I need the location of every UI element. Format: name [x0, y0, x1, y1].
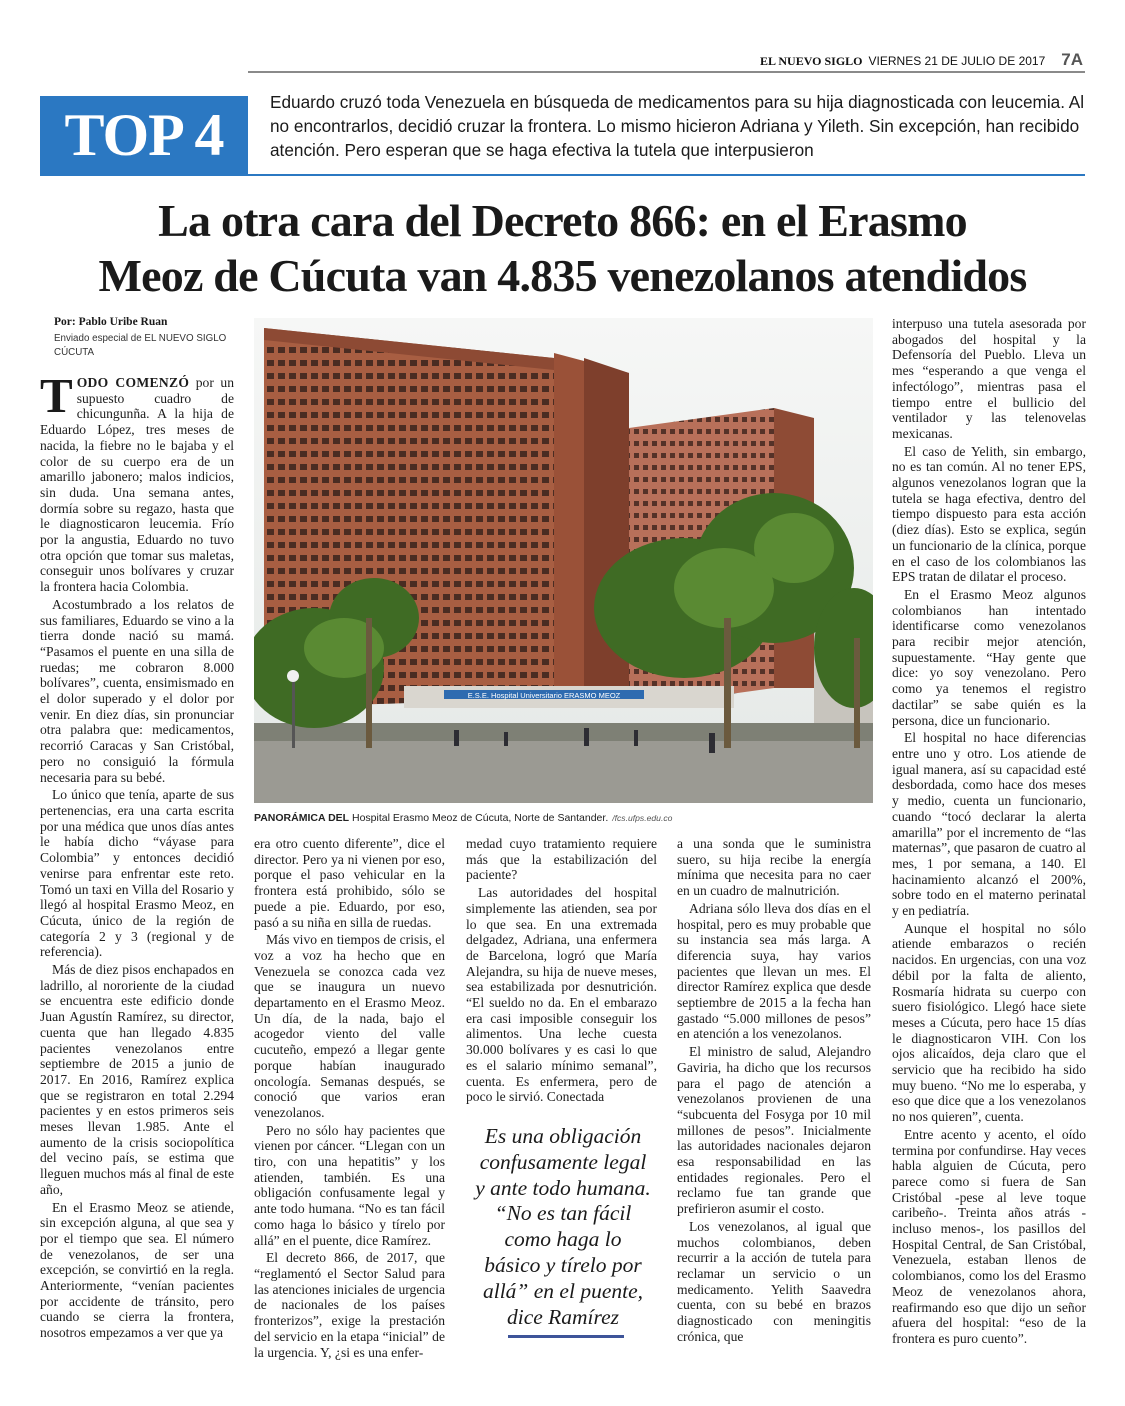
byline-role: Enviado especial de EL NUEVO SIGLO	[54, 333, 227, 344]
body-column-5	[892, 316, 1086, 1349]
caption-lead: PANORÁMICA DEL	[254, 812, 350, 824]
body-paragraph: Más vivo en tiempos de crisis, el voz a voz ha hecho que en Venezuela se conozca cada vez que se inaugura un nuevo departamento en el Erasmo Meoz. Un día, de la nada, bajo el acogedor viento del valle cucuteño, empezó a llegar gente porque habían inaugurado oncología. Semanas después, se conoció que varios eran venezolanos.	[254, 932, 445, 1120]
body-paragraph: Adriana sólo lleva dos días en el hospital, pero es muy probable que su instancia sea más larga. A diferencia suya, hay varios pacientes que llevan un mes. El director Ramírez explica que desde septiembre de 2015 a la fecha han gastado “5.000 millones de pesos” en atención a los venezolanos.	[677, 900, 871, 1042]
section-rule	[40, 174, 1085, 176]
hospital-photo	[254, 318, 873, 803]
body-paragraph: medad cuyo tratamiento requiere más que la estabilización del paciente?	[466, 836, 657, 883]
section-badge	[40, 96, 248, 174]
body-paragraph: En el Erasmo Meoz se atiende, sin excepción alguna, al que sea y por el tiempo que sea. El número de venezolanos, de ser una excepción, se convirtió en la regla. Anteriormente, “venían pacientes por accidente de tránsito, pero cuando se cierra la frontera, nosotros empezamos a ver que ya	[40, 1199, 234, 1341]
body-paragraph: Pero no sólo hay pacientes que vienen por cáncer. “Llegan con un tiro, con una hepatitis” y los atienden, también. Es una obligación confusamente legal y ante todo humana. “No es tan fácil como haga lo básico y tírelo por allá” en el puente, dice Ramírez.	[254, 1122, 445, 1248]
photo-credit: /fcs.ufps.edu.co	[612, 813, 673, 823]
body-paragraph: Las autoridades del hospital simplemente las atienden, sea por lo que sea. En una extremada delgadez, Adriana, una enfermera de Barcelona, logró que María Alejandra, su hija de nueve meses, sea estabilizada por desnutrición. “El sueldo no da. En el embarazo era casi imposible conseguir los alimentos. Una leche cuesta 30.000 bolívares y es casi lo que es el salario mínimo semanal”, cuenta. Es enfermera, pero de poco le sirvió. Conectada	[466, 885, 657, 1105]
body-paragraph: Lo único que tenía, aparte de sus pertenencias, era una carta escrita por una médica que unos días antes le había dicho “váyase para Colombia” y entonces decidió venirse para enfrentar este reto. Tomó un taxi en Villa del Rosario y llegó al hospital Erasmo Meoz, en Cúcuta, único de la región de categoría 2 y 3 (regional y de referencia).	[40, 787, 234, 960]
byline-place: CÚCUTA	[54, 347, 95, 358]
body-paragraph: El decreto 866, de 2017, que “reglamentó el Sector Salud para las atenciones iniciales de urgencia de nacionales de los países fronterizos”, exige la prestación del servicio en la etapa “inicial” de la urgencia. Y, ¿si es una enfer-	[254, 1250, 445, 1360]
hospital-sign: E.S.E. Hospital Universitario ERASMO MEOZ	[467, 691, 621, 700]
body-paragraph: TODO COMENZÓ por un supuesto cuadro de chicungunña. A la hija de Eduardo López, tres meses de nacida, la fiebre no le bajaba y el color de su cuerpo era de un amarillo jabonero; malos indicios, sin duda. Una semana antes, dormía sobre su regazo, hasta que le diagnosticaron leucemia. Frío por la angustia, Eduardo no tuvo otra opción que tomar sus maletas, conseguir unos bolívares y cruzar la frontera hacia Colombia.	[40, 368, 234, 595]
folio	[760, 50, 1083, 70]
body-paragraph: Acostumbrado a los relatos de sus familiares, Eduardo se vino a la tierra donde nació su mamá. “Pasamos el puente en una silla de ruedas; me cobraron 8.000 bolívares”, cuenta, ensimismado en el dolor superado y el dolor por venir. En diez días, sin pronunciar otra palabra que: medicamentos, recorrió Caracas y San Cristóbal, pero no consiguió la fórmula necesaria para su bebé.	[40, 596, 234, 785]
headline	[30, 193, 1095, 303]
issue-date: VIERNES 21 DE JULIO DE 2017	[868, 54, 1046, 68]
body-paragraph: a una sonda que le suministra suero, su hija recibe la energía mínima que necesita para no caer en un cuadro de malnutrición.	[677, 836, 871, 899]
headline-line-2: Meoz de Cúcuta van 4.835 venezolanos atendidos	[98, 250, 1027, 301]
body-paragraph: interpuso una tutela asesorada por abogados del hospital y la Defensoría del Pueblo. Lleva un mes “esperando a que venga el infectólogo”, mientras pasa el tiempo entre el bullicio del ventilador y las telenovelas mexicanas.	[892, 316, 1086, 441]
pull-quote: Es una obligación confusamente legal y ante todo humana. “No es tan fácil como haga lo básico y tírelo por allá” en el puente, dice Ramírez	[475, 1124, 651, 1329]
lead-caps: ODO COMENZÓ	[76, 375, 190, 390]
body-paragraph: Más de diez pisos enchapados en ladrillo, al nororiente de la ciudad se encuentra este edificio donde Juan Agustín Ramírez, su director, cuenta que han llegado 4.835 pacientes venezolanos entre septiembre de 2015 a junio de 2017. En 2016, Ramírez explica que se registraron en total 2.294 pacientes y en estos primeros seis meses llevan 1.985. Ante el aumento de la crisis sociopolítica del vecino país, se estima que lleguen muchos más al final de este año,	[40, 962, 234, 1197]
kicker-summary: Eduardo cruzó toda Venezuela en búsqueda de medicamentos para su hija diagnosticada con leucemia. Al no encontrarlos, decidió cruzar la frontera. Lo mismo hicieron Adriana y Yileth. Sin excepción, han recibido atención. Pero esperan que se haga efectiva la tutela que interpusieron	[270, 92, 1085, 160]
body-column-1	[40, 368, 234, 1343]
byline	[54, 316, 244, 360]
body-paragraph: Los venezolanos, al igual que muchos colombianos, deben recurrir a la acción de tutela para reclamar un servicio o un medicamento. Yelith Saavedra cuenta, con su bebé en brazos diagnosticado con meningitis crónica, que	[677, 1218, 871, 1344]
body-column-3	[466, 836, 657, 1107]
body-paragraph: Entre acento y acento, el oído termina por confundirse. Hay veces habla alguien de Cúcuta, pero parece como si fuera de San Cristóbal -pese al leve toque caribeño-. Treinta años atrás -incluso menos-, los pasillos del Hospital Central, de San Cristóbal, Venezuela, estaban llenos de colombianos, como los del Erasmo Meoz de venezolanos ahora, reafirmando eso que dijo un señor afuera del hospital: “eso de la frontera es puro cuento”.	[892, 1126, 1086, 1346]
section-label: TOP 4	[64, 102, 224, 168]
body-paragraph: Aunque el hospital no sólo atiende embarazos o recién nacidos. En urgencias, con una voz débil por la falta de aliento, Rosmaría hidrata su cuerpo con suero fisiológico. Llegó hace siete meses a Cúcuta, pero hace 15 días le diagnosticaron VIH. Con los ojos alicaídos, deja claro que el servicio que ha recibido ha sido muy bueno. “No me lo esperaba, y eso que dice que a los venezolanos no nos quieren”, cuenta.	[892, 920, 1086, 1125]
page-number: 7A	[1061, 50, 1083, 69]
byline-author: Por: Pablo Uribe Ruan	[54, 316, 168, 328]
body-paragraph: era otro cuento diferente”, dice el director. Pero ya ni vienen por eso, porque el paso vehicular en la frontera está prohibido, sólo se puede a pie. Eduardo, por eso, pasó a su niña en silla de ruedas.	[254, 836, 445, 930]
newspaper-name: EL NUEVO SIGLO	[760, 54, 863, 68]
body-column-2	[254, 836, 445, 1362]
drop-cap: T	[40, 368, 73, 423]
caption-text: Hospital Erasmo Meoz de Cúcuta, Norte de Santander.	[349, 812, 609, 824]
body-paragraph: En el Erasmo Meoz algunos colombianos han intentado identificarse como venezolanos para recibir mejor atención, supuestamente. “Hay gente que dice: yo soy venezolano. Pero como ya tenemos el registro dactilar” se sabe quién es la persona, dice un funcionario.	[892, 586, 1086, 728]
photo-caption	[254, 812, 873, 824]
body-column-4	[677, 836, 871, 1347]
pull-quote-rule	[508, 1335, 624, 1338]
body-paragraph: El hospital no hace diferencias entre uno y otro. Los atiende de igual manera, así su capacidad esté desbordada, como hace dos meses y medio, cuenta un funcionario, cuando “tocó declarar la alerta amarilla” por el incremento de “las maternas”, que pasaron de cuatro al mes, 1 por semana, a 140. El hacinamiento alcanzó el 200%, sobre todo en el materno perinatal y en pediatría.	[892, 730, 1086, 919]
folio-rule	[248, 71, 1085, 73]
body-paragraph: El caso de Yelith, sin embargo, no es tan común. Al no tener EPS, algunos venezolanos logran que la tutela se haga efectiva, dentro del tiempo dispuesto para esta acción (diez días). Esto se explica, según un funcionario de la clínica, porque en el caso de los colombianos las EPS tratan de dilatar el proceso.	[892, 443, 1086, 585]
body-paragraph: El ministro de salud, Alejandro Gaviria, ha dicho que los recursos para el pago de atención a venezolanos provienen de una “subcuenta del Fosyga por 10 mil millones de pesos”. Inicialmente las autoridades nacionales dejaron esa responsabilidad en las entidades regionales. Pero el reclamo fue tan grande que prefirieron asumir el costo.	[677, 1044, 871, 1217]
headline-line-1: La otra cara del Decreto 866: en el Erasmo	[158, 195, 967, 246]
